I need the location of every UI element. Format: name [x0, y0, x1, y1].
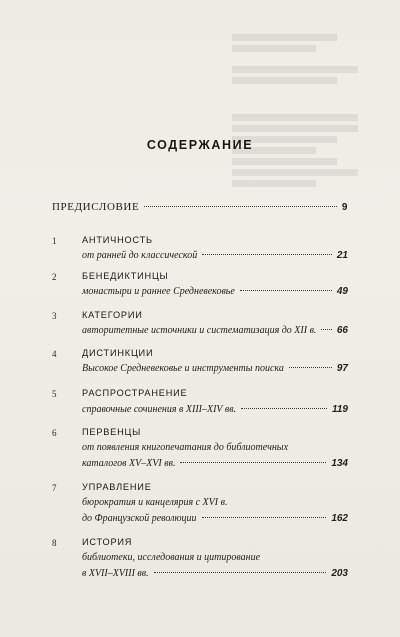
chapter-title: ИСТОРИЯ: [82, 537, 133, 547]
chapter-subtitle: в XVII–XVIII вв.: [82, 568, 149, 579]
dot-leader: [321, 329, 331, 330]
dot-leader: [180, 462, 326, 463]
chapter-page: 203: [331, 568, 348, 579]
chapter-subtitle: справочные сочинения в XIII–XIV вв.: [82, 404, 237, 415]
chapter-number: 5: [52, 389, 57, 399]
chapter-page: 66: [336, 325, 348, 336]
preface-page: 9: [341, 202, 348, 213]
chapter-page: 49: [336, 286, 348, 297]
dot-leader: [289, 367, 332, 368]
chapter-title: АНТИЧНОСТЬ: [82, 235, 153, 245]
chapter-subtitle-line: [82, 250, 348, 261]
show-through-text: [232, 30, 372, 191]
chapter-number: 7: [52, 483, 57, 493]
chapter-number: 8: [52, 538, 57, 548]
chapter-page: 119: [332, 404, 348, 415]
chapter-subtitle: от появления книгопечатания до библиотечных: [82, 442, 289, 453]
dot-leader: [241, 408, 327, 409]
chapter-title: ДИСТИНКЦИИ: [82, 348, 154, 358]
dot-leader: [240, 290, 332, 291]
chapter-number: 3: [52, 311, 57, 321]
chapter-page: 162: [331, 513, 348, 524]
chapter-subtitle-line: [82, 458, 348, 469]
chapter-subtitle: до Французской революции: [82, 513, 197, 524]
dot-leader: [202, 517, 327, 518]
chapter-subtitle: Высокое Средневековье и инструменты поиска: [82, 363, 284, 374]
chapter-subtitle: монастыри и раннее Средневековье: [82, 286, 235, 297]
chapter-subtitle-line: [82, 325, 348, 336]
chapter-subtitle-line: [82, 363, 348, 374]
dot-leader: [144, 206, 337, 207]
dot-leader: [154, 572, 327, 573]
chapter-subtitle: от ранней до классической: [82, 250, 198, 261]
chapter-subtitle-line: [82, 568, 348, 579]
chapter-title: УПРАВЛЕНИЕ: [82, 482, 152, 492]
chapter-subtitle-line: [82, 286, 348, 297]
chapter-title: РАСПРОСТРАНЕНИЕ: [82, 388, 188, 398]
chapter-page: 97: [336, 363, 348, 374]
chapter-subtitle: авторитетные источники и систематизация до XII в.: [82, 325, 317, 336]
contents-title: СОДЕРЖАНИЕ: [146, 138, 254, 152]
preface-label: ПРЕДИСЛОВИЕ: [52, 201, 140, 213]
chapter-number: 6: [52, 428, 57, 438]
chapter-number: 1: [52, 236, 57, 246]
dot-leader: [202, 254, 332, 255]
chapter-page: 21: [336, 250, 348, 261]
chapter-subtitle: бюрократия и канцелярия с XVI в.: [82, 497, 228, 508]
chapter-number: 2: [52, 272, 57, 282]
chapter-page: 134: [331, 458, 348, 469]
chapter-number: 4: [52, 349, 57, 359]
chapter-subtitle-line: [82, 513, 348, 524]
preface-entry: [52, 201, 348, 213]
chapter-subtitle-line: [82, 404, 348, 415]
chapter-subtitle: библиотеки, исследования и цитирование: [82, 552, 261, 563]
chapter-subtitle: каталогов XV–XVI вв.: [82, 458, 176, 469]
chapter-title: БЕНЕДИКТИНЦЫ: [82, 271, 169, 281]
chapter-title: ПЕРВЕНЦЫ: [82, 427, 142, 437]
chapter-title: КАТЕГОРИИ: [82, 310, 143, 320]
